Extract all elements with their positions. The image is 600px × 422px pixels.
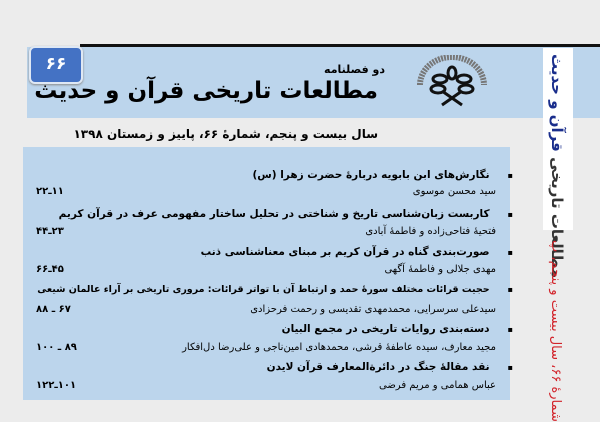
article-pages: ۶۷ ـ ۸۸ (36, 304, 71, 315)
spine-title-box (543, 48, 573, 279)
article-title: ▪ حجیت قرائات مختلف سورۀ حمد و ارتباط آن با تواتر قرائات: مروری تاریخی بر آراء عالمان شیعی (37, 284, 509, 295)
issue-info: سال بیست و پنجم، شمارۀ ۶۶، پاییز و زمستان ۱۳۹۸ (73, 127, 378, 141)
article-pages: ۸۹ ـ ۱۰۰ (36, 342, 77, 353)
article-authors: مجید معارف، سیده عاطفۀ قرشی، محمدهادی امین‌ناجی و علی‌رضا دل‌افکار (182, 342, 496, 353)
article-pages: ۱۱ـ۲۲ (36, 186, 64, 197)
article-title: ▪ نقد مقالۀ جنگ در دائرةالمعارف قرآن لایدن (267, 361, 509, 373)
article-title: ▪ نگارش‌های ابن بابویه دربارۀ حضرت زهرا (س) (252, 169, 509, 181)
article-title: ▪ دسته‌بندی روایات تاریخی در مجمع البیان (282, 323, 509, 335)
article-authors: سیدعلی سرسرایی، محمدمهدی تقدیسی و رحمت فرحزادی (250, 304, 496, 315)
spine-title-a: مطالعات تاریخی (548, 151, 566, 279)
article-pages: ۱۰۱ـ۱۲۲ (36, 380, 77, 391)
article-title: ▪ کاربست زبان‌شناسی تاریخ و شناختی در تحلیل ساختار مفهومی عرف در قرآن کریم (59, 208, 509, 220)
spine-title-b: قرآن و حدیث (548, 54, 566, 152)
article-pages: ۲۳ـ۴۴ (36, 226, 64, 237)
article-authors: فتحیۀ فتاحی‌زاده و فاطمۀ آبادی (365, 226, 496, 237)
journal-kind: دو فصلنامه (324, 63, 385, 76)
issue-badge: ۶۶ (29, 46, 83, 84)
article-authors: عباس همامی و مریم فرضی (378, 380, 496, 391)
spine-issue: شمارۀ ۶۶، سال بیست و پنجم، پ (548, 240, 563, 422)
journal-title: مطالعات تاریخی قرآن و حدیث (34, 78, 378, 104)
article-authors: مهدی جلالی و فاطمۀ آگهی (384, 264, 496, 275)
article-title: ▪ صورت‌بندی گناه در قرآن کریم بر مبنای معناشناسی ذنب (201, 246, 509, 258)
university-logo-icon (412, 55, 492, 117)
article-authors: سید محسن موسوی (412, 186, 496, 197)
article-pages: ۴۵ـ۶۶ (36, 264, 64, 275)
